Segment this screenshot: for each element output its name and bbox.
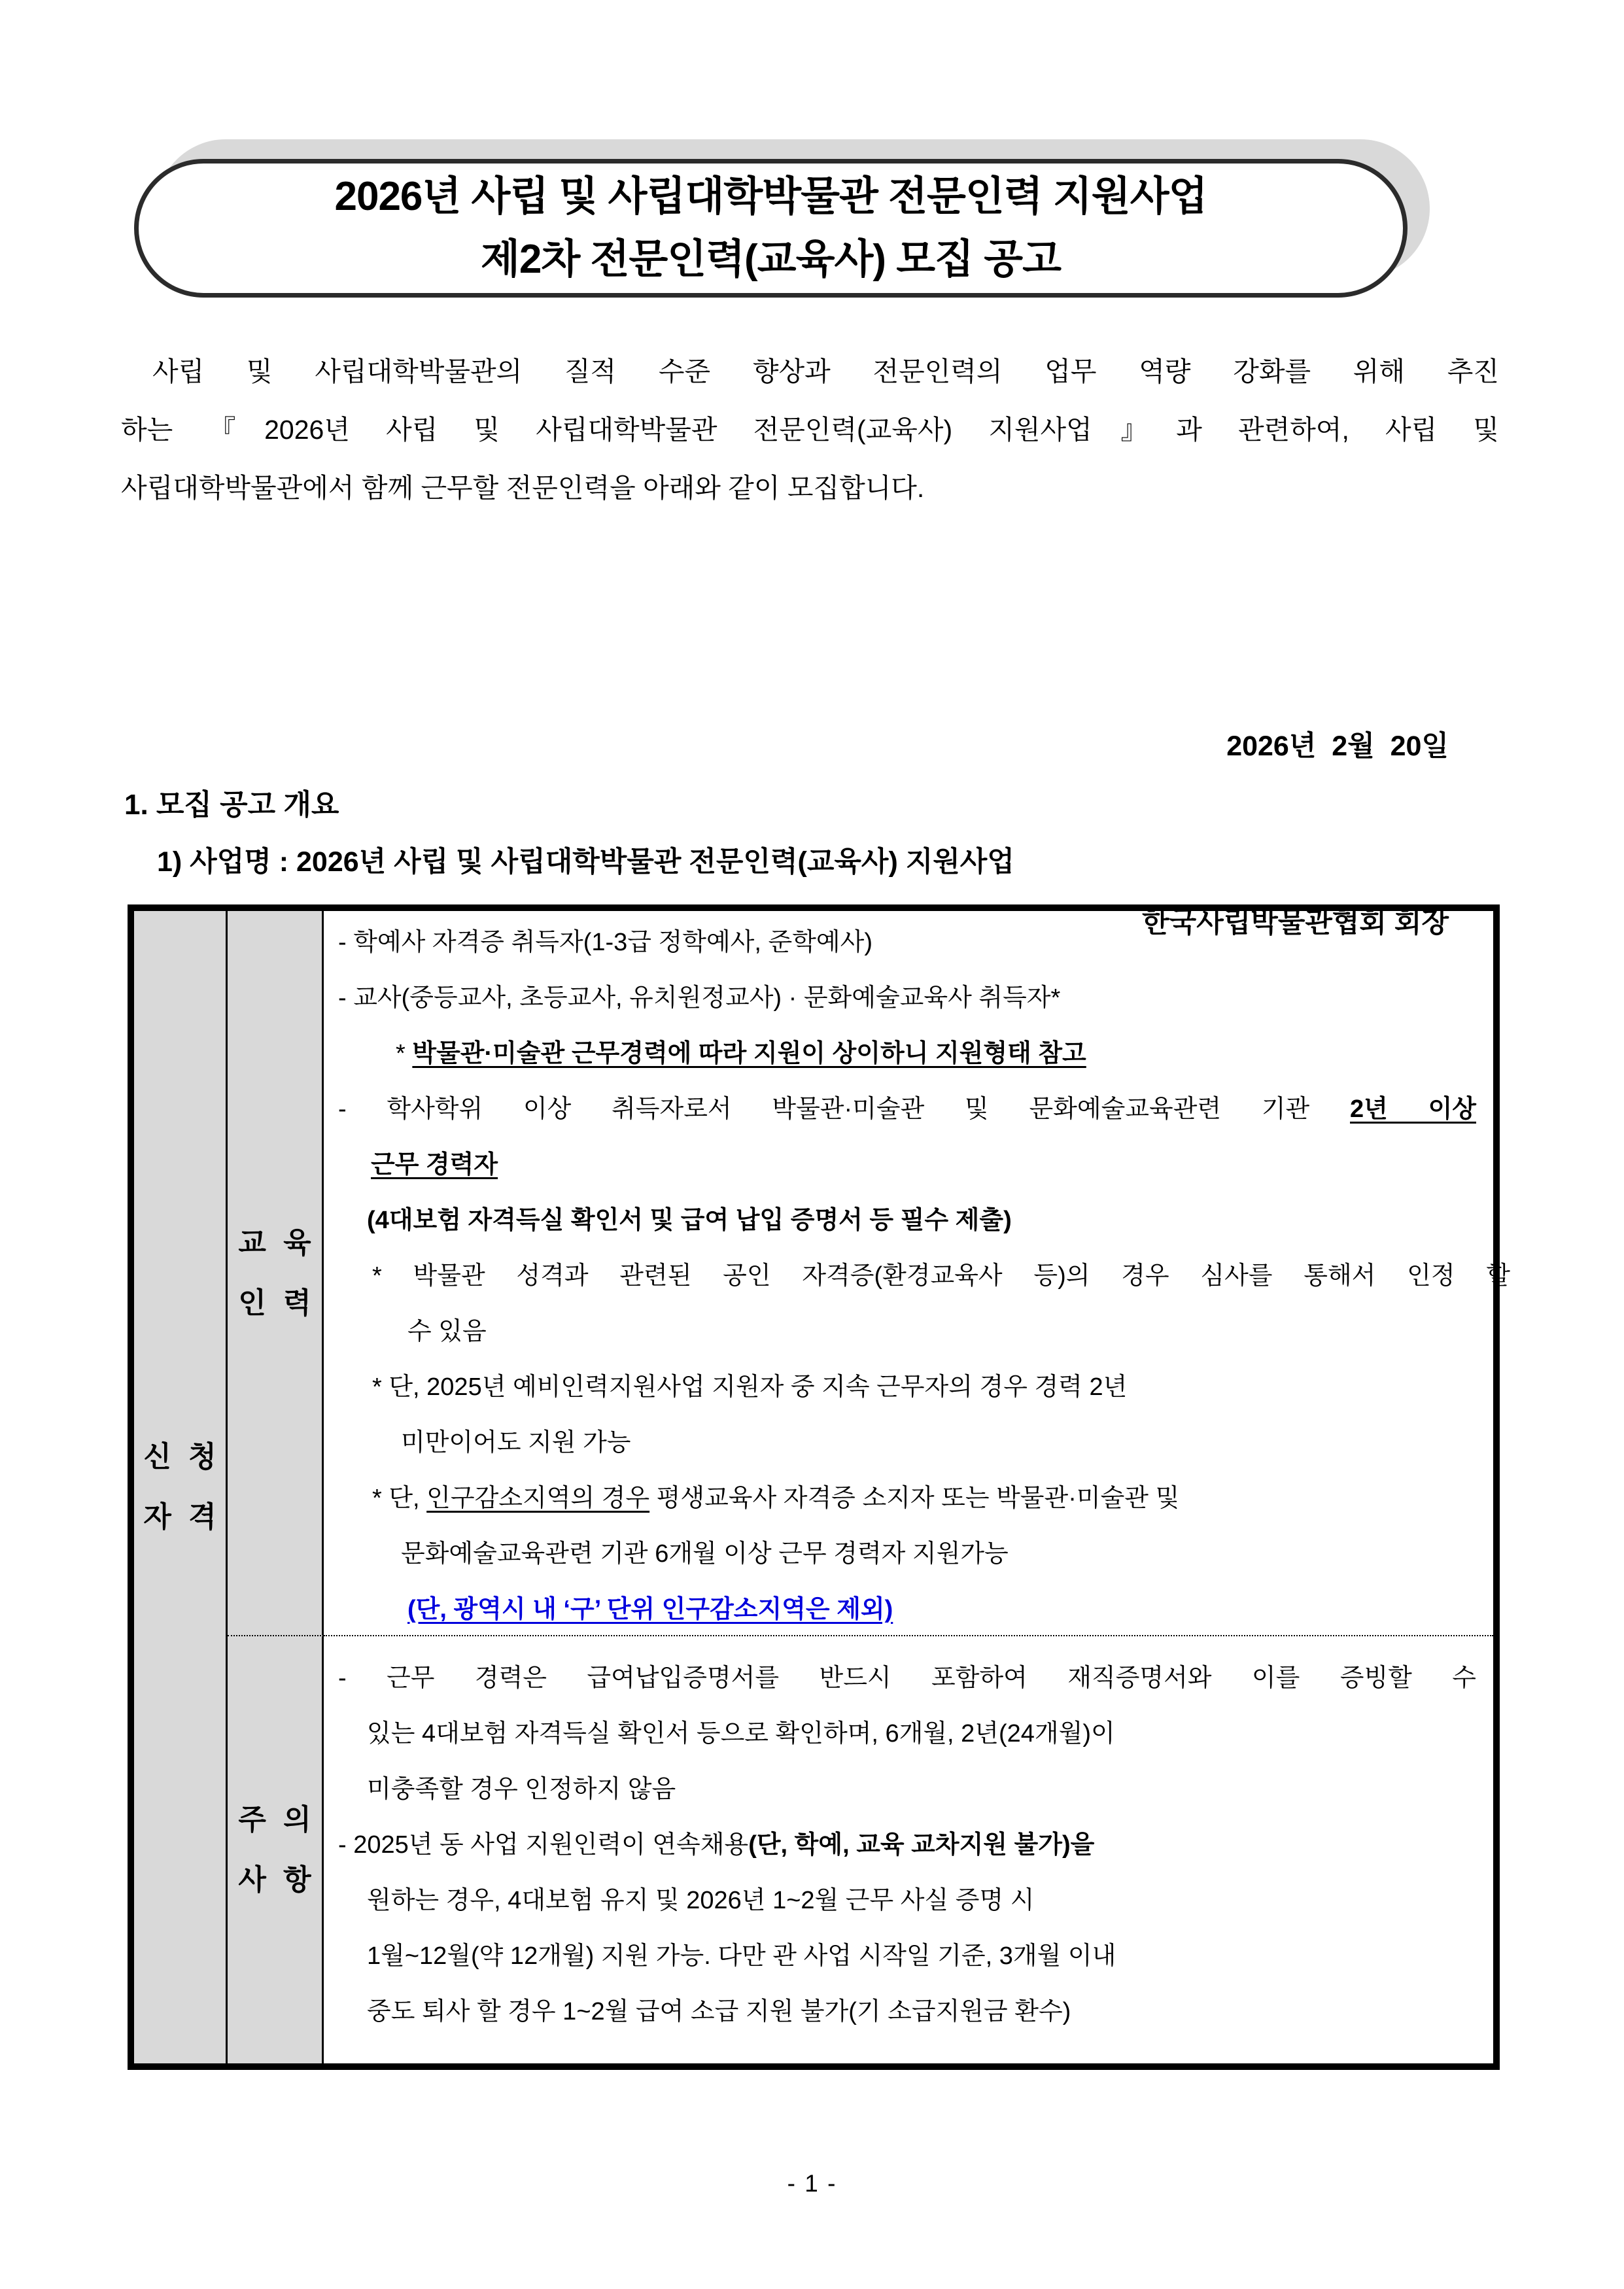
table-text-segment: - 학예사 자격증 취득자(1-3급 정학예사, 준학예사): [338, 929, 872, 956]
table-text-segment: 있는 4대보험 자격득실 확인서 등으로 확인하며, 6개월, 2년(24개월)이: [367, 1720, 1115, 1747]
header-label-line: 자 격: [143, 1501, 216, 1533]
table-text-line: [338, 971, 1476, 1026]
table-text-line: [338, 1137, 1509, 1193]
table-text-line: [338, 915, 1476, 971]
table-text-segment: * 단, 2025년 예비인력지원사업 지원자 중 지속 근무자의 경우 경력 2년: [372, 1373, 1128, 1401]
table-cell-cautions-content: [324, 1636, 1493, 2063]
table-text-line: [338, 1415, 1539, 1471]
table-text-line: [338, 1817, 1476, 1873]
table-text-segment: 미만이어도 지원 가능: [401, 1429, 631, 1456]
table-text-line: [338, 1193, 1505, 1248]
table-text-segment: - 학사학위 이상 취득자로서 박물관·미술관 및 문화예술교육관련 기관: [338, 1095, 1350, 1123]
signer-line: 한국사립박물관협회 회장: [1142, 907, 1449, 938]
table-text-line: [338, 1248, 1510, 1304]
table-text-segment: 원하는 경우, 4대보험 유지 및 2026년 1~2월 근무 사실 증명 시: [367, 1887, 1035, 1914]
document-title-line2: 제2차 전문인력(교육사) 모집 공고: [480, 237, 1062, 282]
intro-line: 사립대학박물관에서 함께 근무할 전문인력을 아래와 같이 모집합니다.: [121, 473, 925, 503]
table-text-line: [338, 1026, 1534, 1082]
table-text-segment: 미충족할 경우 인정하지 않음: [367, 1776, 676, 1803]
intro-line: 하는 『2026년 사립 및 사립대학박물관 전문인력(교육사) 지원사업』과 관련하여, 사립 및: [121, 415, 1499, 445]
table-header-apply-qualification: [134, 911, 228, 2063]
header-label-line: 인 력: [238, 1286, 311, 1319]
table-text-segment: (4대보험 자격득실 확인서 및 급여 납입 증명서 등 필수 제출): [367, 1207, 1012, 1234]
table-text-segment: * 단,: [372, 1485, 427, 1512]
table-text-segment: 1월~12월(약 12개월) 지원 가능. 다만 관 사업 시작일 기준, 3개월 이내: [367, 1942, 1116, 1970]
table-text-segment: 인구감소지역의 경우: [426, 1485, 650, 1512]
table-text-line: [338, 1929, 1505, 1984]
table-text-line: [338, 1984, 1505, 2040]
table-text-segment: 박물관·미술관 근무경력에 따라 지원이 상이하니 지원형태 참고: [412, 1040, 1086, 1067]
table-text-segment: *: [396, 1040, 413, 1067]
table-text-line: [338, 1526, 1539, 1582]
header-label-line: 주 의: [238, 1803, 311, 1836]
table-text-line: [338, 1651, 1476, 1706]
table-text-line: [338, 1471, 1510, 1526]
table-cell-education-personnel-content: [324, 911, 1510, 1636]
table-text-segment: 중도 퇴사 할 경우 1~2월 급여 소급 지원 불가(기 소급지원금 환수): [367, 1998, 1071, 2025]
table-text-segment: * 박물관 성격과 관련된 공인 자격증(환경교육사 등)의 경우 심사를 통해서 인정 할: [372, 1262, 1510, 1290]
table-text-segment: 문화예술교육관련 기관 6개월 이상 근무 경력자 지원가능: [401, 1540, 1009, 1568]
table-text-segment: (단, 광역시 내 ‘구’ 단위 인구감소지역은 제외): [407, 1596, 893, 1623]
table-header-cautions: [228, 1636, 324, 2063]
title-box: [134, 159, 1408, 298]
table-text-segment: 수 있음: [407, 1318, 487, 1345]
document-title-line1: 2026년 사립 및 사립대학박물관 전문인력 지원사업: [334, 174, 1207, 219]
table-text-segment: 근무 경력자: [371, 1151, 498, 1179]
date-line: 2026년 2월 20일: [1226, 731, 1449, 762]
section-subitem: 1) 사업명 : 2026년 사립 및 사립대학박물관 전문인력(교육사) 지원사업: [157, 846, 1014, 878]
qualification-table: [128, 904, 1510, 2070]
footer-page-number: - 1 -: [787, 2170, 837, 2197]
table-text-line: [338, 1762, 1505, 1817]
table-text-segment: 2년 이상: [1350, 1095, 1476, 1123]
header-label-line: 교 육: [238, 1226, 311, 1259]
table-text-line: [338, 1582, 1546, 1638]
header-label-line: 사 항: [238, 1863, 311, 1896]
section-heading: 1. 모집 공고 개요: [124, 789, 339, 821]
header-label-line: 신 청: [143, 1441, 216, 1473]
table-text-line: [338, 1873, 1505, 1929]
table-text-segment: - 2025년 동 사업 지원인력이 연속채용: [338, 1831, 749, 1859]
table-text-line: [338, 1706, 1505, 1762]
table-text-segment: 평생교육사 자격증 소지자 또는 박물관·미술관 및: [649, 1485, 1180, 1512]
table-text-line: [338, 1082, 1476, 1137]
table-text-segment: (단, 학예, 교육 교차지원 불가)을: [748, 1831, 1095, 1859]
table-header-education-personnel: [228, 911, 324, 1636]
intro-line: 사립 및 사립대학박물관의 질적 수준 향상과 전문인력의 업무 역량 강화를 위해 추진: [152, 356, 1499, 387]
table-text-line: [338, 1304, 1546, 1360]
table-text-segment: - 교사(중등교사, 초등교사, 유치원정교사) · 문화예술교육사 취득자*: [338, 984, 1061, 1012]
intro-paragraph: [121, 343, 1499, 517]
table-text-segment: - 근무 경력은 급여납입증명서를 반드시 포함하여 재직증명서와 이를 증빙할 수: [338, 1664, 1476, 1692]
table-text-line: [338, 1360, 1510, 1415]
